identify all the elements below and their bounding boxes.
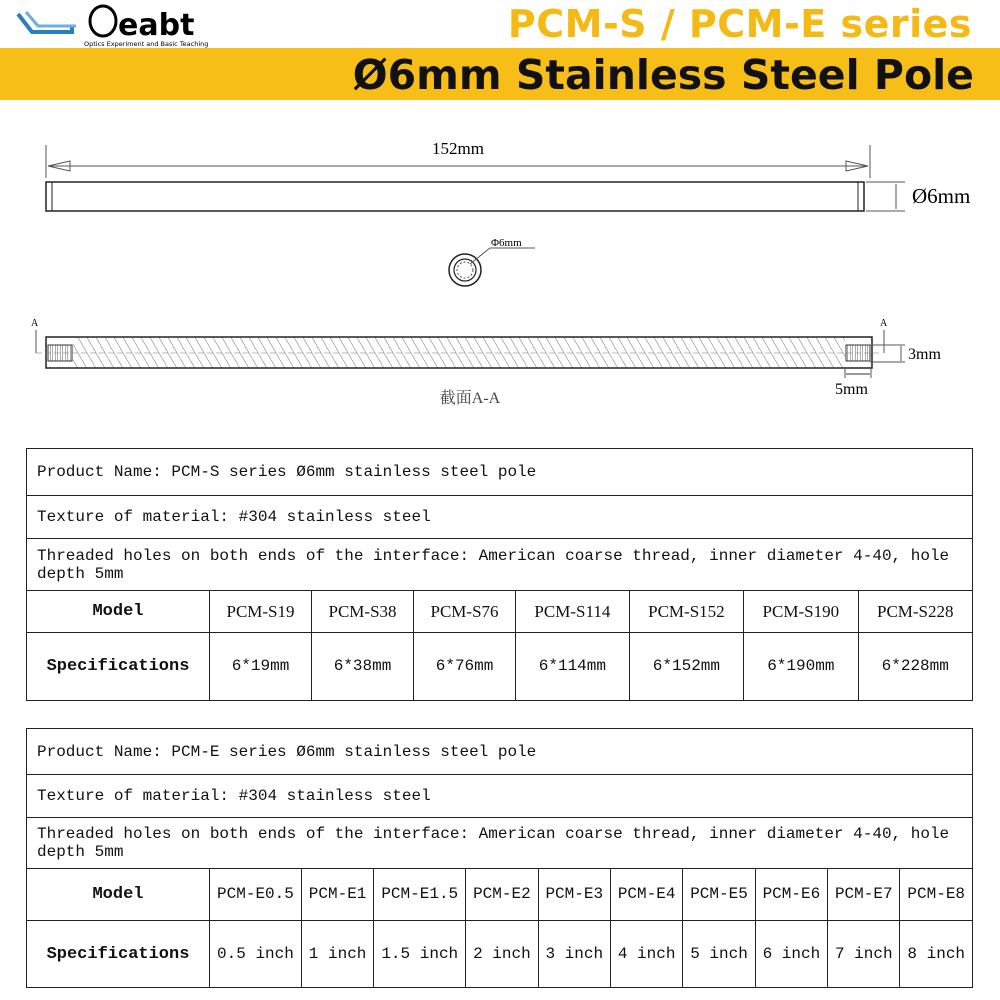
model-cell: PCM-E8 — [900, 869, 973, 921]
spec-cell: 1 inch — [301, 921, 373, 988]
spec-row — [27, 921, 973, 988]
model-cell: PCM-S19 — [210, 591, 312, 633]
thread-info: Threaded holes on both ends of the interface: American coarse thread, inner diameter 4-40, hole depth 5mm — [27, 539, 973, 591]
model-cell: PCM-S190 — [744, 591, 858, 633]
pcm-e-spec-table — [26, 728, 973, 988]
model-cell: PCM-E7 — [828, 869, 900, 921]
spec-cell: 6*228mm — [858, 633, 972, 701]
product-name: Product Name: PCM-S series Ø6mm stainless steel pole — [27, 449, 973, 496]
model-cell: PCM-E1 — [301, 869, 373, 921]
model-cell: PCM-S228 — [858, 591, 972, 633]
svg-text:Optics Experiment and Basic Te: Optics Experiment and Basic Teaching — [84, 40, 209, 48]
section-label: 截面A-A — [439, 390, 501, 407]
pole-section-view — [46, 337, 872, 368]
hole-depth-label: 5mm — [835, 381, 868, 398]
product-name: Product Name: PCM-E series Ø6mm stainless steel pole — [27, 729, 973, 775]
model-row — [27, 591, 973, 633]
spec-cell: 6*19mm — [210, 633, 312, 701]
spec-cell: 4 inch — [610, 921, 682, 988]
end-diameter-label: Φ6mm — [491, 237, 522, 249]
page-title: Ø6mm Stainless Steel Pole — [352, 51, 974, 99]
spec-cell: 7 inch — [828, 921, 900, 988]
spec-cell: 3 inch — [538, 921, 610, 988]
section-mark-left: A — [31, 318, 39, 329]
spec-cell: 2 inch — [466, 921, 538, 988]
length-dimension: 152mm — [432, 139, 484, 158]
technical-drawing — [0, 100, 1000, 420]
material: Texture of material: #304 stainless steel — [27, 496, 973, 539]
model-cell: PCM-S152 — [629, 591, 743, 633]
section-mark-right: A — [880, 318, 888, 329]
spec-cell: 6 inch — [755, 921, 827, 988]
svg-text:eabt: eabt — [118, 8, 195, 43]
model-cell: PCM-E6 — [755, 869, 827, 921]
model-cell: PCM-S114 — [516, 591, 630, 633]
oeabt-logo — [12, 2, 222, 48]
model-cell: PCM-E1.5 — [374, 869, 466, 921]
pole-side-view — [46, 182, 864, 211]
series-heading: PCM-S / PCM-E series — [507, 2, 972, 46]
model-cell: PCM-S76 — [414, 591, 516, 633]
pole-end-view — [449, 248, 535, 286]
diameter-dimension: Ø6mm — [912, 184, 971, 208]
spec-row — [27, 633, 973, 701]
model-row — [27, 869, 973, 921]
spec-cell: 5 inch — [683, 921, 755, 988]
spec-cell: 6*152mm — [629, 633, 743, 701]
spec-header: Specifications — [27, 921, 210, 988]
model-cell: PCM-E3 — [538, 869, 610, 921]
spec-cell: 6*38mm — [312, 633, 414, 701]
material: Texture of material: #304 stainless steel — [27, 775, 973, 818]
model-cell: PCM-E4 — [610, 869, 682, 921]
spec-header: Specifications — [27, 633, 210, 701]
model-cell: PCM-E5 — [683, 869, 755, 921]
model-cell: PCM-E2 — [466, 869, 538, 921]
model-header: Model — [27, 869, 210, 921]
model-cell: PCM-E0.5 — [210, 869, 302, 921]
thread-info: Threaded holes on both ends of the interface: American coarse thread, inner diameter 4-40, hole depth 5mm — [27, 818, 973, 869]
thread-depth-label: 3mm — [908, 346, 941, 363]
spec-cell: 1.5 inch — [374, 921, 466, 988]
model-cell: PCM-S38 — [312, 591, 414, 633]
model-header: Model — [27, 591, 210, 633]
pcm-s-spec-table — [26, 448, 973, 701]
spec-cell: 0.5 inch — [210, 921, 302, 988]
spec-cell: 6*190mm — [744, 633, 858, 701]
spec-cell: 6*76mm — [414, 633, 516, 701]
spec-cell: 8 inch — [900, 921, 973, 988]
spec-cell: 6*114mm — [516, 633, 630, 701]
